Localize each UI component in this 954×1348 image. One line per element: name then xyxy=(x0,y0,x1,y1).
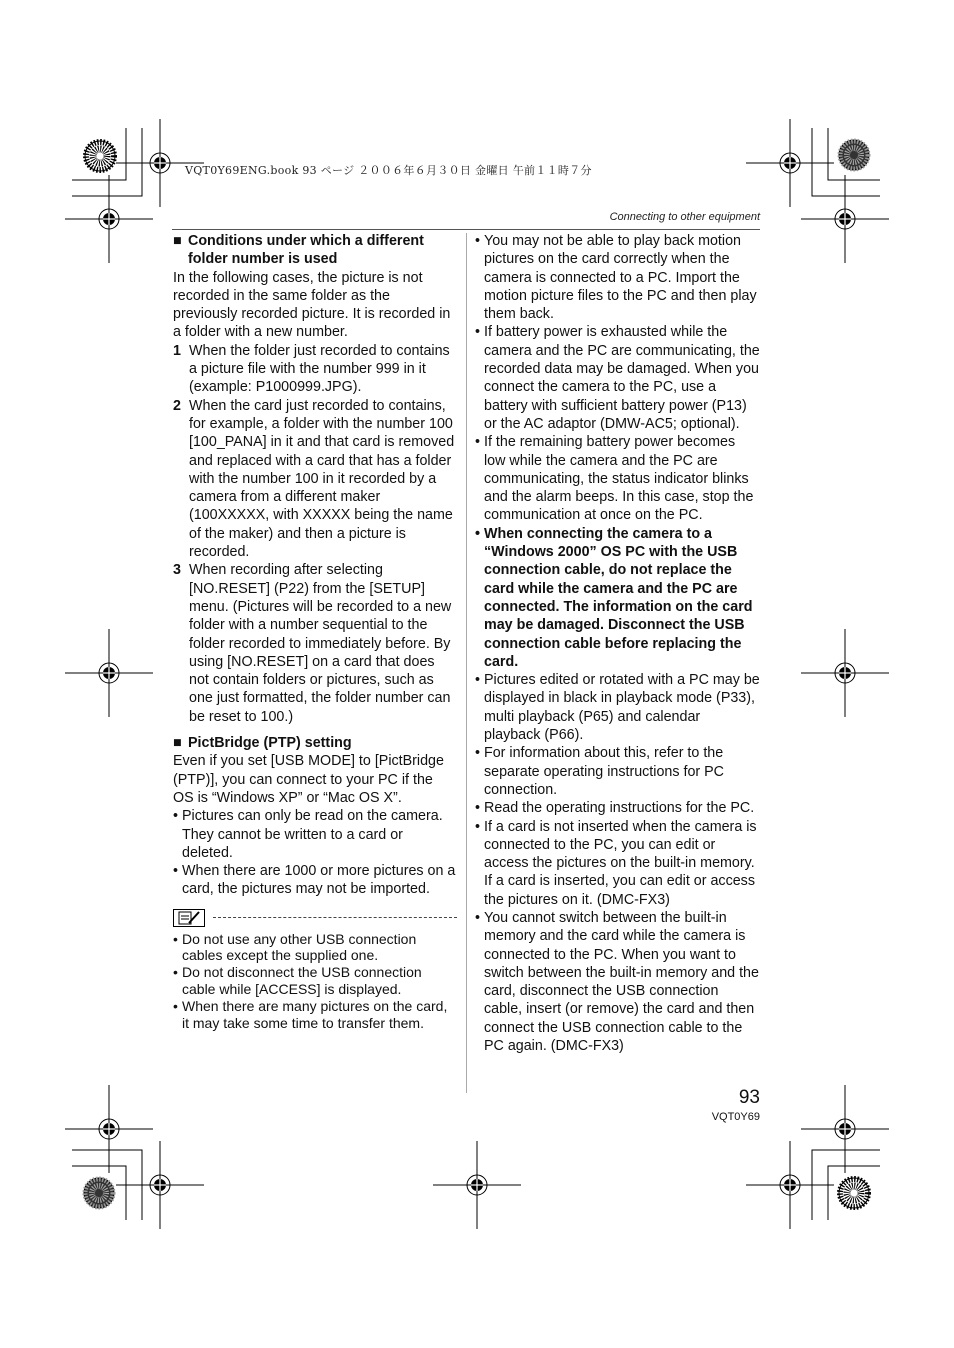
bullet-text: Pictures can only be read on the camera. They cannot be written to a card or deleted. xyxy=(182,808,443,861)
bullet-item xyxy=(475,433,760,524)
print-slug: VQT0Y69ENG.book 93 ページ ２００６年６月３０日 金曜日 午前１１時７分 xyxy=(185,164,592,177)
bullet-text: When there are many pictures on the card, it may take some time to transfer them. xyxy=(182,997,448,1031)
page-code: VQT0Y69 xyxy=(711,1111,760,1123)
bullet-dot: • xyxy=(475,909,481,926)
registration-mark xyxy=(65,175,153,263)
heading-text: Conditions under which a different folder number is used xyxy=(188,233,424,268)
note-icon xyxy=(173,909,205,927)
bullet-text: For information about this, refer to the separate operating instructions for PC connection. xyxy=(484,745,724,798)
bullet-dot: • xyxy=(475,818,481,835)
bullet-dot: • xyxy=(173,808,179,825)
bullet-dot: • xyxy=(475,672,481,689)
bullet-dot: • xyxy=(173,964,178,981)
note-list xyxy=(173,931,457,1032)
bullet-item xyxy=(475,232,760,323)
bullet-dot: • xyxy=(173,863,179,880)
numbered-item xyxy=(173,561,457,726)
bullet-dot: • xyxy=(475,434,481,451)
bullet-item xyxy=(475,818,760,909)
bullet-item xyxy=(475,799,760,817)
bullet-dot: • xyxy=(475,800,481,817)
running-header: Connecting to other equipment xyxy=(609,211,760,223)
bullet-item xyxy=(475,323,760,433)
numbered-item xyxy=(173,342,457,397)
bullet-dot: • xyxy=(173,997,178,1014)
registration-mark xyxy=(433,1141,521,1229)
page-number: 93 xyxy=(738,1087,760,1108)
section-intro: In the following cases, the picture is not recorded in the same folder as the previously recorded picture. It is recorded in a folder with a new number. xyxy=(173,269,451,341)
column-divider xyxy=(466,233,467,1093)
note-header xyxy=(173,907,457,929)
bullet-dot: • xyxy=(475,525,481,542)
item-text: When the folder just recorded to contains a picture file with the number 999 in it (example: P1000999.JPG). xyxy=(189,342,450,396)
item-number: 2 xyxy=(173,397,181,414)
registration-mark xyxy=(801,175,889,263)
registration-mark xyxy=(746,1141,834,1229)
registration-mark xyxy=(801,1085,889,1173)
color-wheel-top-right xyxy=(839,140,869,170)
bullet-text: Do not disconnect the USB connection cable while [ACCESS] is displayed. xyxy=(182,964,422,998)
bullet-text: If a card is not inserted when the camera is connected to the PC, you can edit or access the pictures on the built-in memory. If a card is inserted, you can edit or access the pictures on it. (DMC-FX3) xyxy=(484,818,757,908)
item-text: When the card just recorded to contains, for example, a folder with the number 100 [100_PANA] in it and that card is removed and replaced with a card that has a folder with the number 100 in it recorded by a camera from a different maker (100XXXXX, with XXXXX being the name of the maker) and then a picture is recorded. xyxy=(189,397,455,561)
item-number: 1 xyxy=(173,342,181,359)
item-number: 3 xyxy=(173,562,181,579)
color-wheel-top-left xyxy=(85,141,115,171)
bullet-text: If the remaining battery power becomes low while the camera and the PC are communicating, the status indicator blinks and the alarm beeps. In this case, stop the communication at once on the PC. xyxy=(484,434,754,524)
bullet-text: Do not use any other USB connection cables except the supplied one. xyxy=(182,930,417,964)
right-column xyxy=(475,232,760,1055)
registration-mark xyxy=(116,1141,204,1229)
bullet-item xyxy=(475,671,760,744)
numbered-item xyxy=(173,397,457,562)
header-rule xyxy=(172,229,760,230)
item-text: When recording after selecting [NO.RESET] (P22) from the [SETUP] menu. (Pictures will be recorded to a new folder with a number sequential to the folder recorded to immediately before. By using [NO.RESET] on a card that does not contain folders or pictures, such as one just formatted, the folder number can be reset to 100.) xyxy=(189,562,452,725)
bullet-text: Pictures edited or rotated with a PC may be displayed in black in playback mode (P33), multi playback (P65) and calendar playback (P66). xyxy=(484,672,760,744)
square-bullet-icon: ■ xyxy=(173,735,182,752)
bullet-item xyxy=(173,862,457,899)
bullet-item xyxy=(475,909,760,1055)
bullet-text: Read the operating instructions for the PC. xyxy=(484,800,755,817)
registration-mark xyxy=(746,119,834,207)
bullet-dot: • xyxy=(475,745,481,762)
bullet-dot: • xyxy=(475,233,481,249)
bullet-item-warning xyxy=(475,525,760,671)
bullet-item xyxy=(475,744,760,799)
note-dashed-rule xyxy=(213,917,457,918)
section-intro: Even if you set [USB MODE] to [PictBridge (PTP)], you can connect to your PC if the OS is “Windows XP” or “Mac OS X”. xyxy=(173,753,444,806)
bullet-text: You may not be able to play back motion pictures on the card correctly when the camera is connected to a PC. Import the motion picture files to the PC and then play them back. xyxy=(484,233,757,323)
bullet-dot: • xyxy=(475,324,481,341)
bullet-text: When there are 1000 or more pictures on a card, the pictures may not be imported. xyxy=(182,863,456,898)
section-heading-folder-number xyxy=(173,232,457,269)
note-bullet xyxy=(173,931,457,965)
note-bullet xyxy=(173,998,457,1032)
color-wheel-bottom-left xyxy=(84,1178,114,1208)
heading-text: PictBridge (PTP) setting xyxy=(188,735,352,752)
bullet-text: When connecting the camera to a “Windows 2000” OS PC with the USB connection cable, do not replace the card while the camera and the PC are connected. The information on the card may be damaged. Disconnect the USB connection cable before replacing the card. xyxy=(484,525,753,670)
note-bullet xyxy=(173,964,457,998)
registration-mark xyxy=(65,629,153,717)
section-heading-pictbridge xyxy=(173,734,457,752)
left-column xyxy=(173,232,457,1031)
color-wheel-bottom-right xyxy=(839,1178,869,1208)
registration-mark xyxy=(801,629,889,717)
registration-mark xyxy=(65,1085,153,1173)
bullet-text: If battery power is exhausted while the camera and the PC are communicating, the recorded data may be damaged. When you connect the camera to the PC, use a battery with sufficient battery power (P13) or the AC adaptor (DMW-AC5; optional). xyxy=(484,324,760,432)
bullet-item xyxy=(173,807,457,862)
square-bullet-icon: ■ xyxy=(173,233,182,249)
bullet-text: You cannot switch between the built-in memory and the card while the camera is connected to the PC. When you want to switch between the built-in memory and the card, disconnect the USB connection cable, insert (or remove) the card and then connect the USB connection cable to the PC again. (DMC-FX3) xyxy=(484,909,759,1055)
bullet-dot: • xyxy=(173,930,178,947)
